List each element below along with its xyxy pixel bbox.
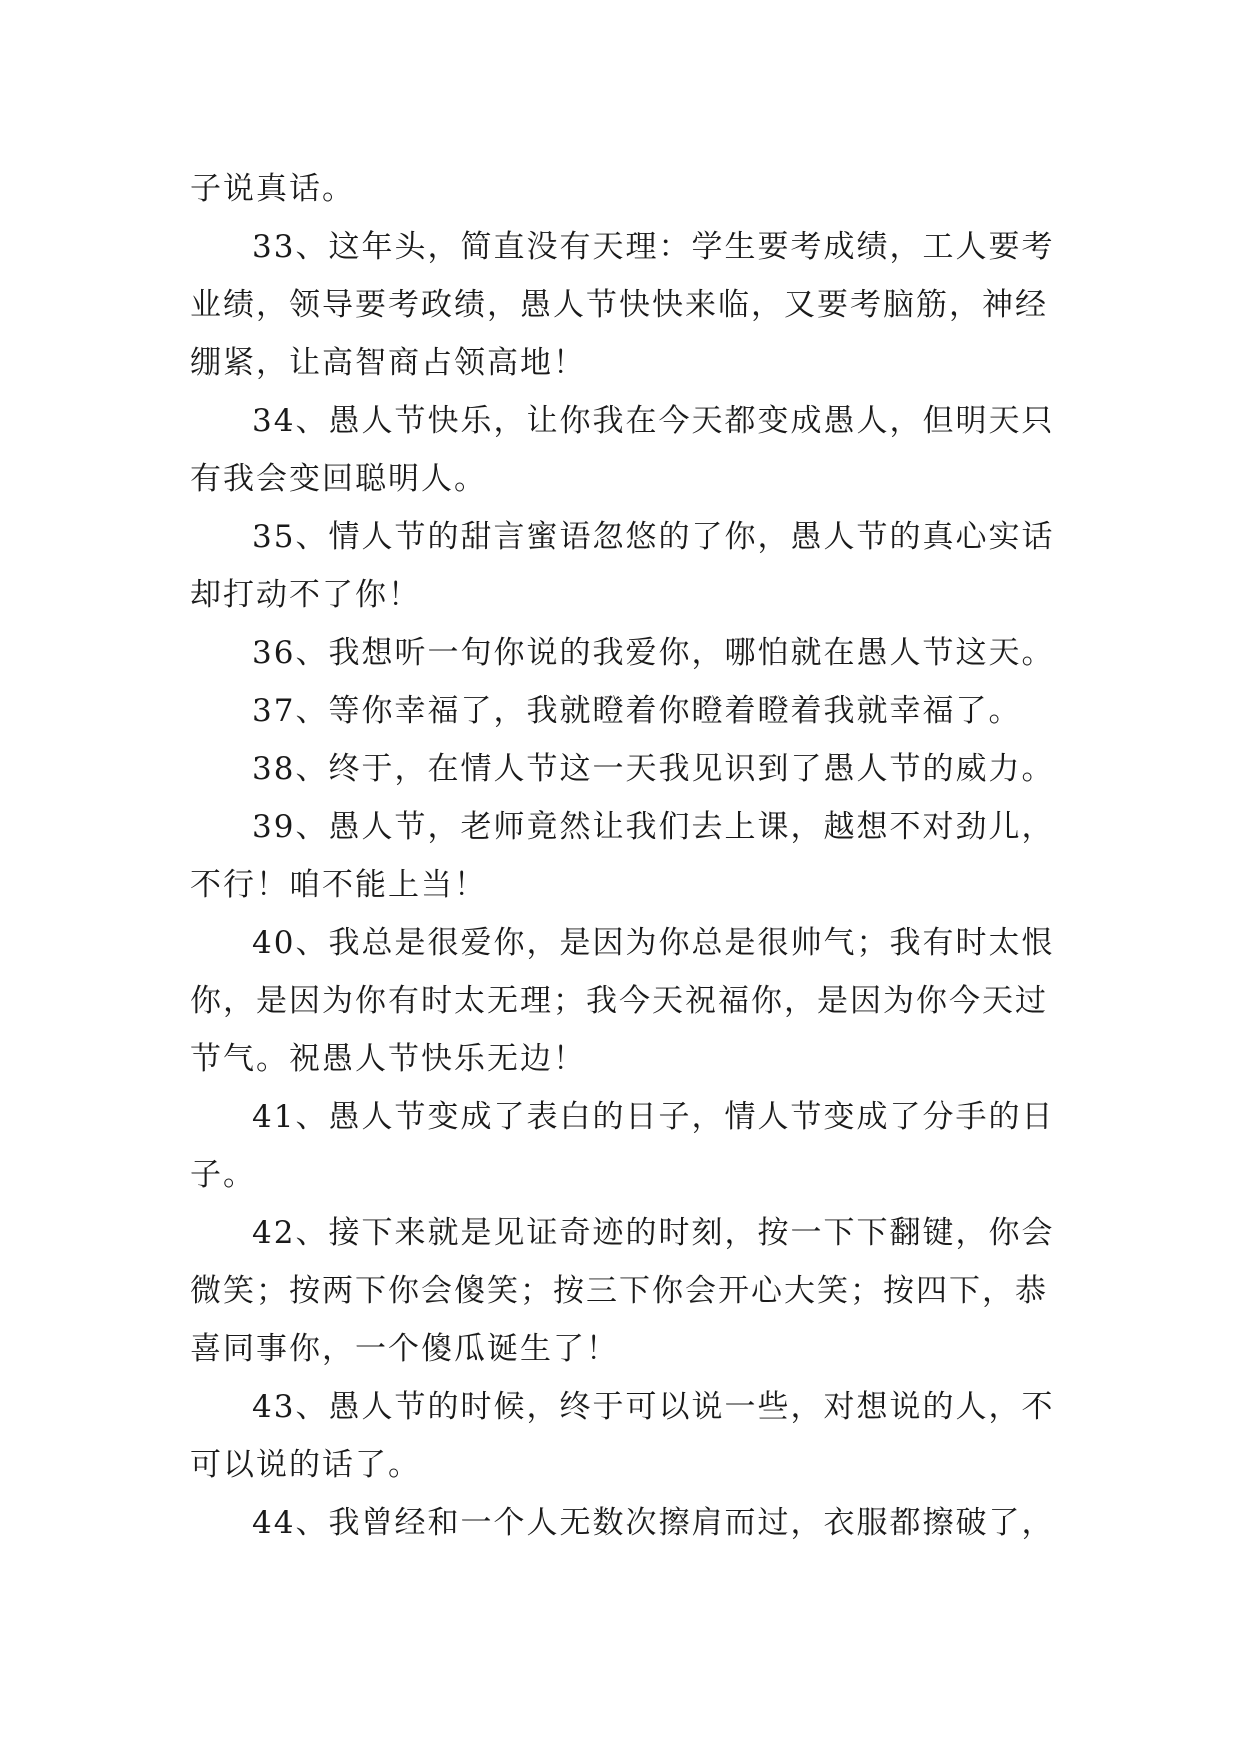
text-line: 子。: [190, 1157, 256, 1193]
text-line: 33、这年头，简直没有天理：学生要考成绩，工人要考: [252, 229, 1055, 265]
text-line: 41、愚人节变成了表白的日子，情人节变成了分手的日: [252, 1099, 1055, 1135]
text-line: 却打动不了你！: [190, 577, 421, 613]
text-line: 40、我总是很爱你，是因为你总是很帅气；我有时太恨: [252, 925, 1055, 961]
text-line: 有我会变回聪明人。: [190, 461, 487, 497]
text-line: 子说真话。: [190, 171, 355, 207]
text-line: 喜同事你，一个傻瓜诞生了！: [190, 1331, 619, 1367]
text-line: 业绩，领导要考政绩，愚人节快快来临，又要考脑筋，神经: [190, 287, 1048, 323]
text-line: 39、愚人节，老师竟然让我们去上课，越想不对劲儿，: [252, 809, 1055, 845]
text-line: 可以说的话了。: [190, 1447, 421, 1483]
text-line: 36、我想听一句你说的我爱你，哪怕就在愚人节这天。: [252, 635, 1055, 671]
text-line: 34、愚人节快乐，让你我在今天都变成愚人，但明天只: [252, 403, 1055, 439]
text-line: 你，是因为你有时太无理；我今天祝福你，是因为你今天过: [190, 983, 1048, 1019]
document-body: [190, 160, 1070, 1552]
text-line: 绷紧，让高智商占领高地！: [190, 345, 586, 381]
text-line: 37、等你幸福了，我就瞪着你瞪着瞪着我就幸福了。: [252, 693, 1022, 729]
text-line: 节气。祝愚人节快乐无边！: [190, 1041, 586, 1077]
text-line: 微笑；按两下你会傻笑；按三下你会开心大笑；按四下，恭: [190, 1273, 1048, 1309]
text-line: 不行！咱不能上当！: [190, 867, 487, 903]
text-line: 38、终于，在情人节这一天我见识到了愚人节的威力。: [252, 751, 1055, 787]
text-line: 43、愚人节的时候，终于可以说一些，对想说的人，不: [252, 1389, 1055, 1425]
text-line: 35、情人节的甜言蜜语忽悠的了你，愚人节的真心实话: [252, 519, 1055, 555]
text-line: 44、我曾经和一个人无数次擦肩而过，衣服都擦破了，: [252, 1505, 1055, 1541]
text-line: 42、接下来就是见证奇迹的时刻，按一下下翻键，你会: [252, 1215, 1055, 1251]
